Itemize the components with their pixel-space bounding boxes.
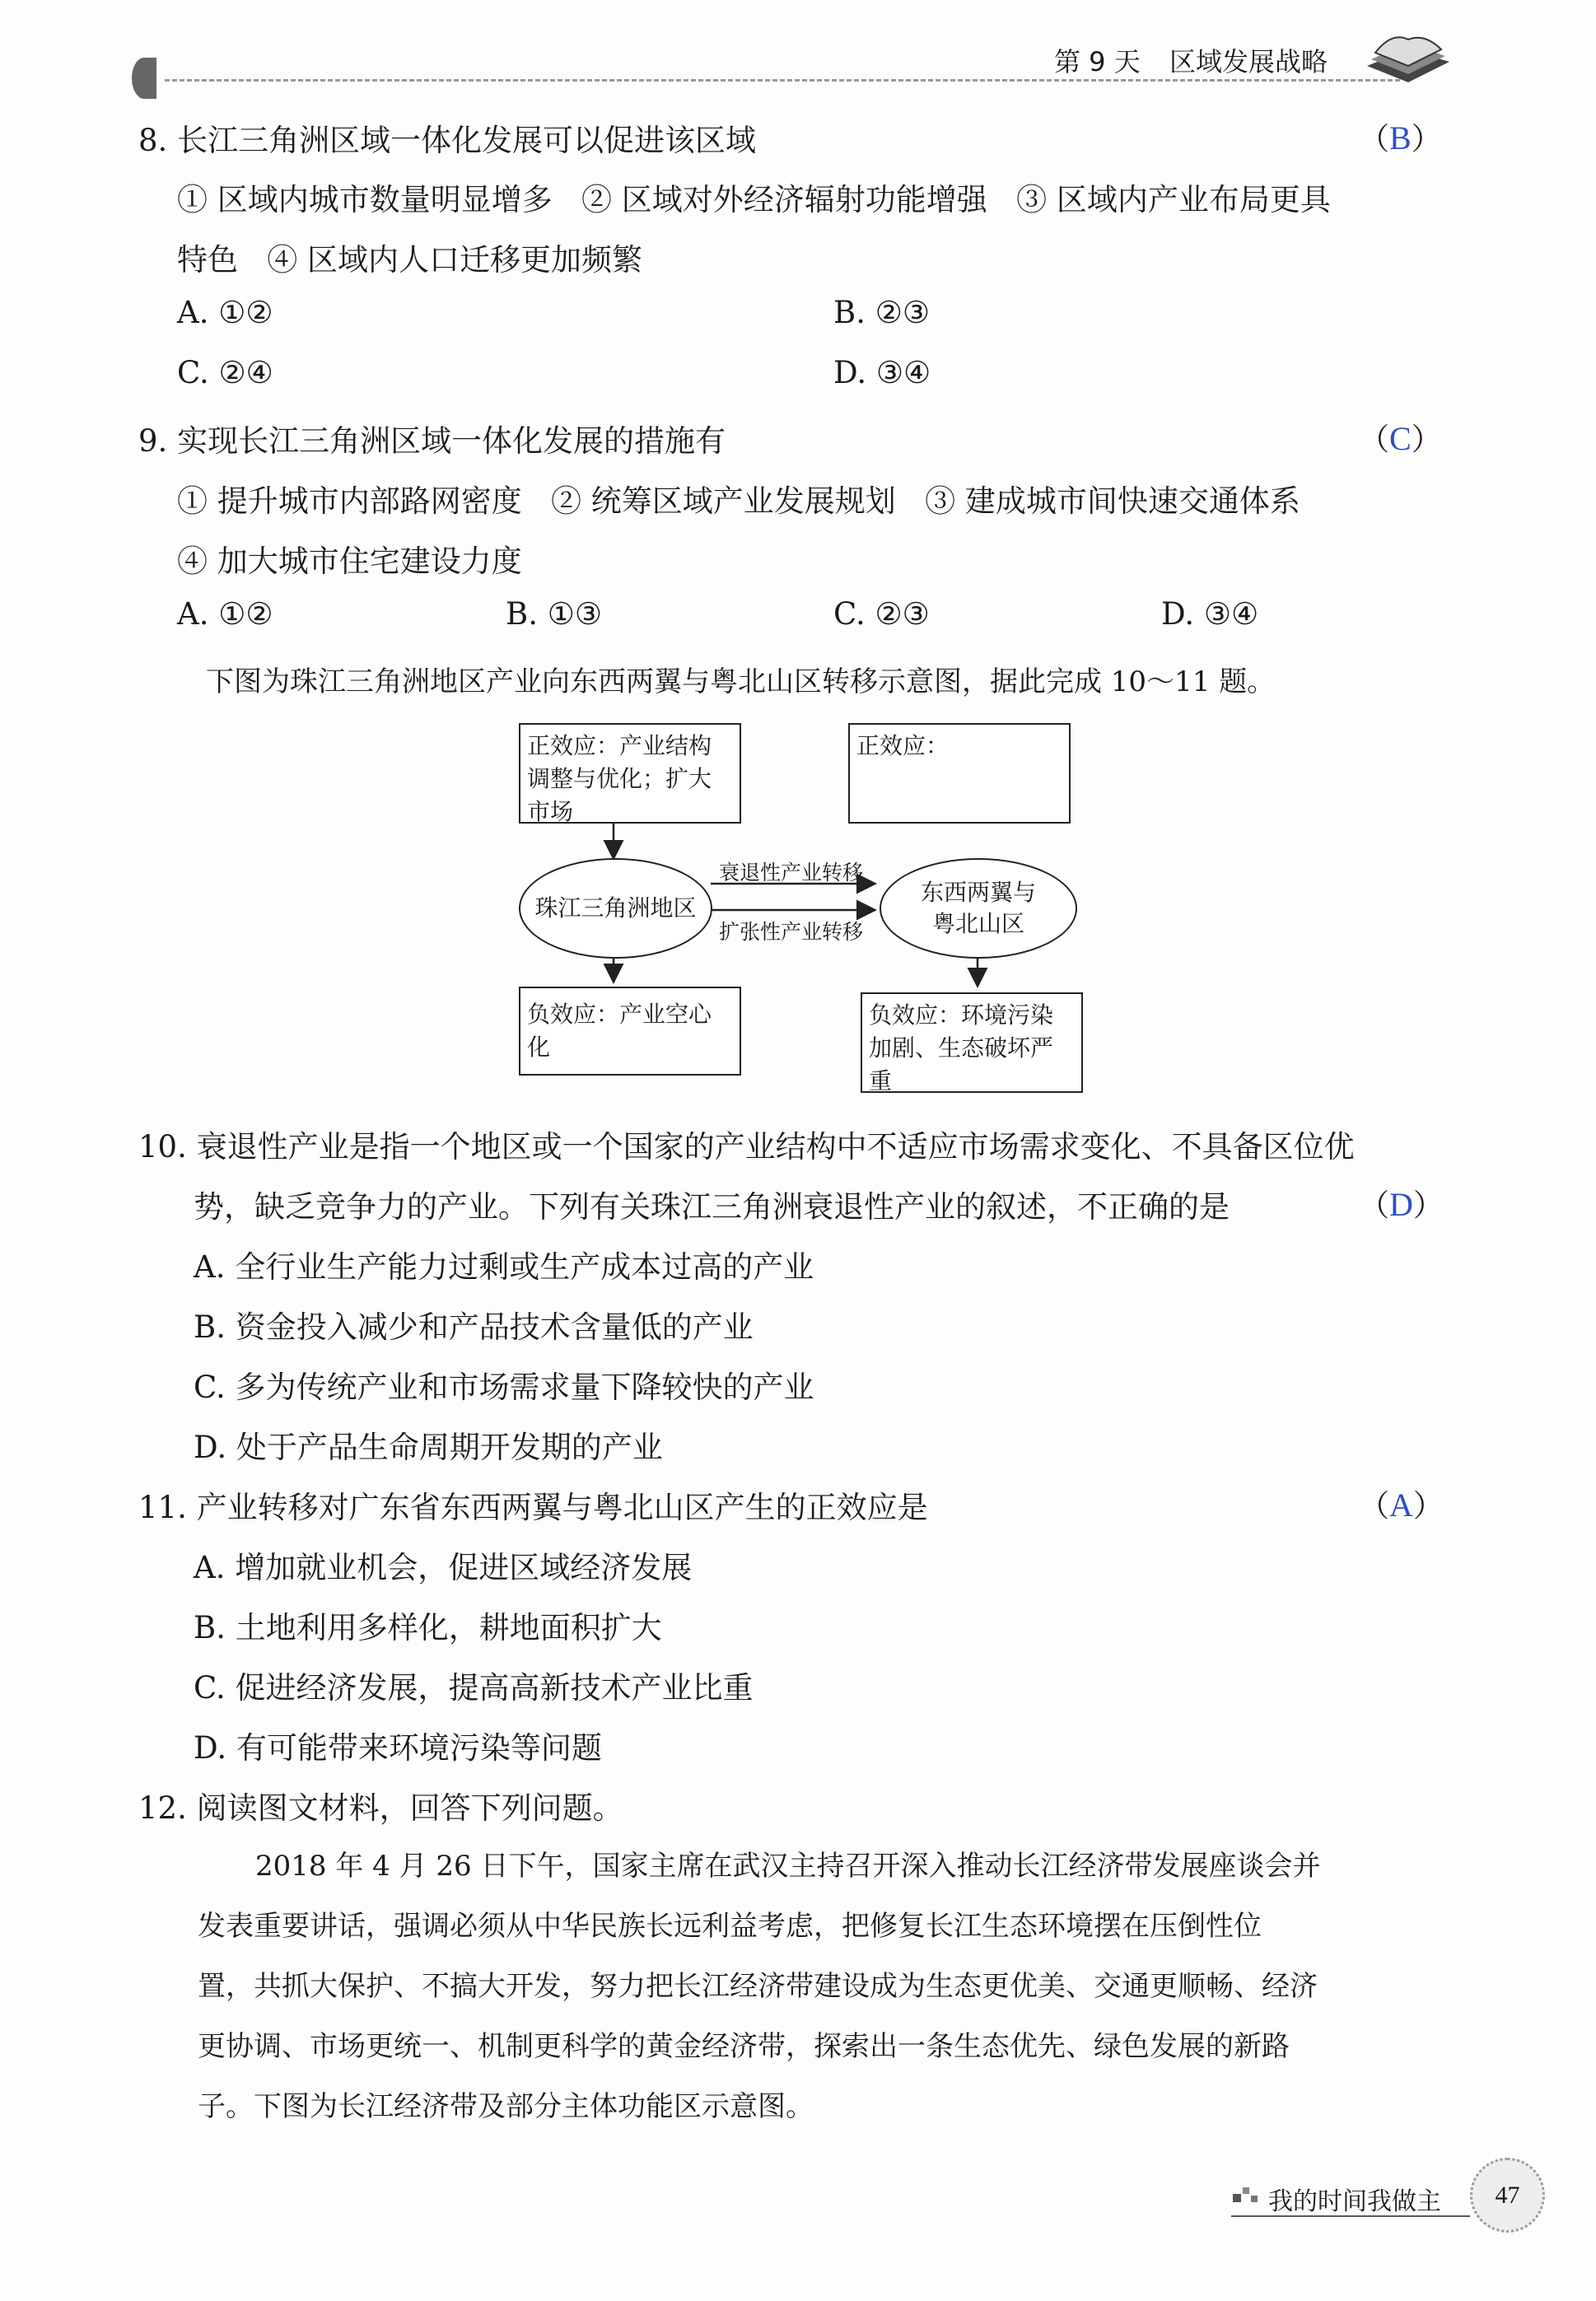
q10-stem-line2: 势，缺乏竞争力的产业。下列有关珠江三角洲衰退性产业的叙述，不正确的是 <box>194 1189 1230 1225</box>
box-positive-left: 正效应：产业结构调整与优化；扩大市场 <box>519 723 741 824</box>
q12-para-line3: 置，共抓大保护、不搞大开发，努力把长江经济带建设成为生态更优美、交通更顺畅、经济 <box>198 1970 1318 2003</box>
q9-options-line1: ① 提升城市内部路网密度 ② 统筹区域产业发展规划 ③ 建成城市间快速交通体系 <box>177 483 1300 519</box>
q8-choice-d: D. ③④ <box>833 355 931 390</box>
box-negative-left: 负效应：产业空心化 <box>519 987 741 1076</box>
q11-choice-d: D. 有可能带来环境污染等问题 <box>194 1730 602 1766</box>
q9-choice-b: B. ①③ <box>506 596 603 632</box>
q10-answer-paren: （D） <box>1359 1186 1444 1223</box>
q12-stem: 12. 阅读图文材料，回答下列问题。 <box>138 1790 623 1826</box>
label-expand-transfer: 扩张性产业转移 <box>719 920 864 944</box>
footer-underline <box>1231 2215 1470 2217</box>
page-number-badge <box>1470 2158 1545 2233</box>
q12-para-line4: 更协调、市场更统一、机制更科学的黄金经济带，探索出一条生态优先、绿色发展的新路 <box>198 2030 1290 2063</box>
q10-choice-a: A. 全行业生产能力过剩或生产成本过高的产业 <box>194 1249 814 1285</box>
header-divider <box>165 79 1400 82</box>
q12-para-line2: 发表重要讲话，强调必须从中华民族长远利益考虑，把修复长江生态环境摆在压倒性位 <box>198 1910 1262 1943</box>
q9-answer-paren: （C） <box>1359 420 1442 457</box>
box-positive-right: 正效应： <box>848 723 1071 824</box>
q8-choice-a: A. ①② <box>177 295 273 330</box>
q8-options-line1: ① 区域内城市数量明显增多 ② 区域对外经济辐射功能增强 ③ 区域内产业布局更具 <box>177 182 1331 217</box>
ellipse-east-west-north: 东西两翼与粤北山区 <box>880 858 1077 959</box>
q9-stem: 9. 实现长江三角洲区域一体化发展的措施有 <box>138 423 726 459</box>
page-number: 47 <box>1495 2181 1520 2209</box>
q9-choice-d: D. ③④ <box>1161 596 1259 632</box>
q9-choice-c: C. ②③ <box>833 596 930 632</box>
box-negative-right: 负效应：环境污染加剧、生态破坏严重 <box>861 992 1083 1093</box>
q8-choice-b: B. ②③ <box>833 295 931 330</box>
ellipse-pearl-river-delta: 珠江三角洲地区 <box>519 858 712 959</box>
q8-answer-paren: （B） <box>1359 119 1442 156</box>
industry-transfer-diagram <box>511 716 1087 1104</box>
footer-squares-icon <box>1231 2182 1264 2210</box>
q8-stem: 8. 长江三角洲区域一体化发展可以促进该区域 <box>138 123 757 158</box>
q11-answer-paren: （A） <box>1359 1487 1444 1524</box>
q9-choice-a: A. ①② <box>177 596 273 632</box>
header-day: 第 9 天 <box>1054 46 1141 77</box>
q11-stem: 11. 产业转移对广东省东西两翼与粤北山区产生的正效应是 <box>138 1490 928 1525</box>
diagram-intro: 下图为珠江三角洲地区产业向东西两翼与粤北山区转移示意图，据此完成 10～11 题。 <box>206 665 1276 698</box>
q10-choice-d: D. 处于产品生命周期开发期的产业 <box>194 1430 663 1465</box>
q8-choice-c: C. ②④ <box>177 355 273 390</box>
q10-answer: D <box>1389 1186 1413 1223</box>
q12-para-line1: 2018 年 4 月 26 日下午，国家主席在武汉主持召开深入推动长江经济带发展座谈会并 <box>255 1850 1321 1883</box>
header-topic: 区域发展战略 <box>1169 46 1328 77</box>
book-icon <box>1359 25 1458 94</box>
q11-choice-c: C. 促进经济发展，提高高新技术产业比重 <box>194 1670 754 1706</box>
q8-options-line2: 特色 ④ 区域内人口迁移更加频繁 <box>177 242 643 278</box>
label-decline-transfer: 衰退性产业转移 <box>719 861 864 884</box>
q8-answer: B <box>1389 119 1412 156</box>
footer-slogan: 我的时间我做主 <box>1268 2187 1441 2216</box>
q9-options-line2: ④ 加大城市住宅建设力度 <box>177 544 522 579</box>
q10-choice-b: B. 资金投入减少和产品技术含量低的产业 <box>194 1309 754 1345</box>
q11-choice-b: B. 土地利用多样化，耕地面积扩大 <box>194 1610 662 1645</box>
q10-stem-line1: 10. 衰退性产业是指一个地区或一个国家的产业结构中不适应市场需求变化、不具备区位优 <box>138 1129 1355 1165</box>
q10-choice-c: C. 多为传统产业和市场需求量下降较快的产业 <box>194 1370 814 1405</box>
q12-para-line5: 子。下图为长江经济带及部分主体功能区示意图。 <box>198 2090 814 2123</box>
q11-choice-a: A. 增加就业机会，促进区域经济发展 <box>194 1550 693 1585</box>
header-left-ornament <box>132 58 156 99</box>
q11-answer: A <box>1389 1487 1413 1524</box>
q9-answer: C <box>1389 420 1412 457</box>
